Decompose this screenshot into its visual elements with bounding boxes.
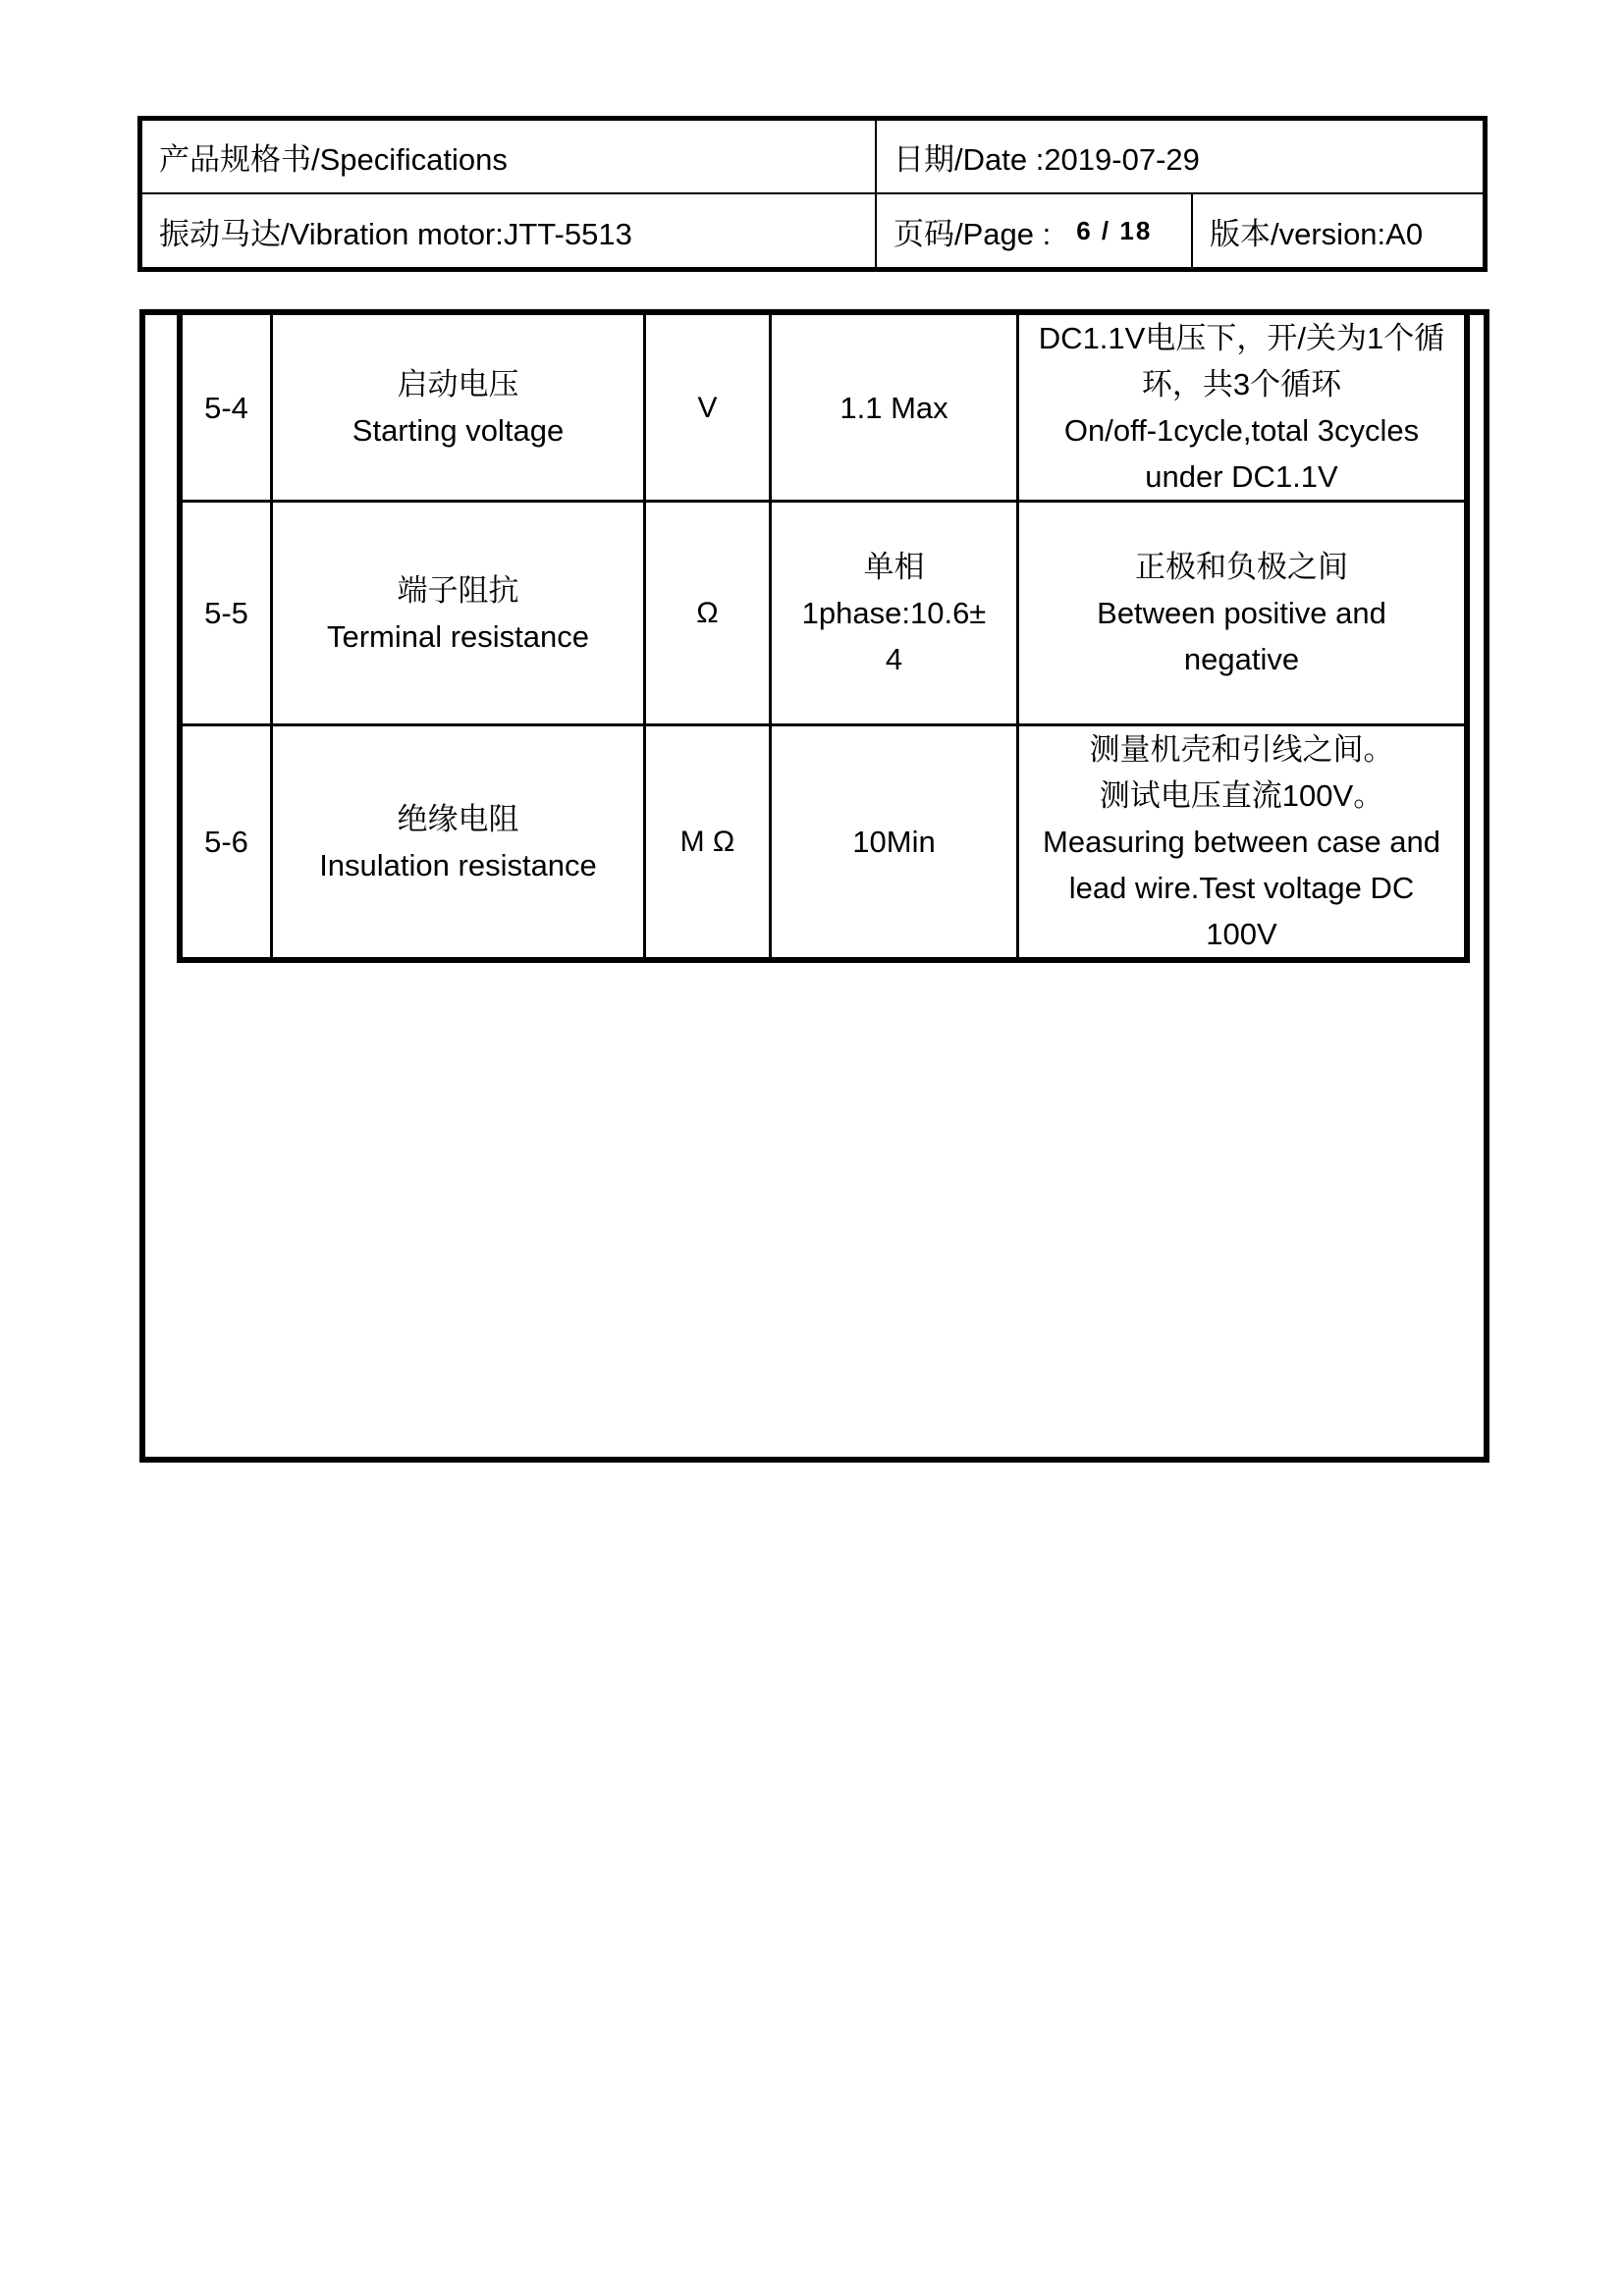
page-number-value: 6 / 18 <box>1076 215 1153 245</box>
row-number: 5-4 <box>204 390 248 425</box>
remark-line: On/off-1cycle,total 3cycles <box>1063 413 1420 448</box>
remark-line: Measuring between case and <box>1043 825 1440 859</box>
row-number-cell <box>183 726 273 957</box>
spec-title-label: 产品规格书/Specifications <box>159 142 508 177</box>
remark-cell <box>1019 726 1464 957</box>
value-cell <box>772 503 1019 723</box>
spec-title-cell <box>142 121 877 192</box>
version-label: 版本/version:A0 <box>1210 216 1424 251</box>
item-name-en: Starting voltage <box>352 413 565 448</box>
unit-value: V <box>697 391 718 424</box>
item-name-en: Insulation resistance <box>319 847 597 882</box>
remark-line: 100V <box>1206 917 1277 951</box>
value-line: 10Min <box>852 825 936 859</box>
row-number-cell <box>183 315 273 500</box>
item-name-en: Terminal resistance <box>326 618 590 654</box>
header-table <box>137 116 1488 272</box>
value-cell <box>772 726 1019 957</box>
header-row-1 <box>142 121 1483 194</box>
row-number-cell <box>183 503 273 723</box>
remark-line: DC1.1V电压下，开/关为1个循 <box>1038 321 1445 355</box>
remark-line: 环，共3个循环 <box>1141 367 1342 401</box>
remark-line: lead wire.Test voltage DC <box>1068 871 1415 905</box>
item-name-cn: 启动电压 <box>397 367 519 401</box>
version-cell <box>1193 194 1423 267</box>
spec-row-5-5 <box>183 503 1464 726</box>
unit-cell <box>646 726 772 957</box>
unit-cell <box>646 503 772 723</box>
remark-line: 测量机壳和引线之间。 <box>1089 732 1394 767</box>
spec-table <box>177 309 1470 963</box>
remark-line: Between positive and <box>1097 596 1386 630</box>
value-line: 4 <box>885 642 903 676</box>
unit-cell <box>646 315 772 500</box>
motor-model-label: 振动马达/Vibration motor:JTT-5513 <box>159 216 632 251</box>
item-name-cell <box>273 315 646 500</box>
remark-cell <box>1019 503 1464 723</box>
remark-line: 正极和负极之间 <box>1135 550 1348 584</box>
value-line: 1.1 Max <box>839 390 948 425</box>
item-name-cn: 端子阻抗 <box>397 572 519 608</box>
date-cell <box>877 121 1200 192</box>
item-name-cell <box>273 503 646 723</box>
remark-cell <box>1019 315 1464 500</box>
row-number: 5-5 <box>204 596 248 630</box>
motor-model-cell <box>142 194 877 267</box>
header-row-2 <box>142 194 1483 267</box>
spec-row-5-4 <box>183 315 1464 503</box>
unit-value: Ω <box>696 597 719 629</box>
value-cell <box>772 315 1019 500</box>
value-line: 1phase:10.6± <box>801 596 987 630</box>
remark-line: under DC1.1V <box>1145 459 1338 494</box>
spec-row-5-6 <box>183 726 1464 957</box>
date-label: 日期/Date :2019-07-29 <box>893 142 1200 177</box>
remark-line: 测试电压直流100V。 <box>1099 778 1384 813</box>
page-label: 页码/Page : <box>893 216 1052 251</box>
item-name-cn: 绝缘电阻 <box>397 801 519 836</box>
item-name-cell <box>273 726 646 957</box>
value-line: 单相 <box>863 550 925 584</box>
unit-value: M Ω <box>679 826 735 858</box>
row-number: 5-6 <box>204 825 248 859</box>
remark-line: negative <box>1183 642 1300 676</box>
page-number-cell <box>877 194 1193 267</box>
